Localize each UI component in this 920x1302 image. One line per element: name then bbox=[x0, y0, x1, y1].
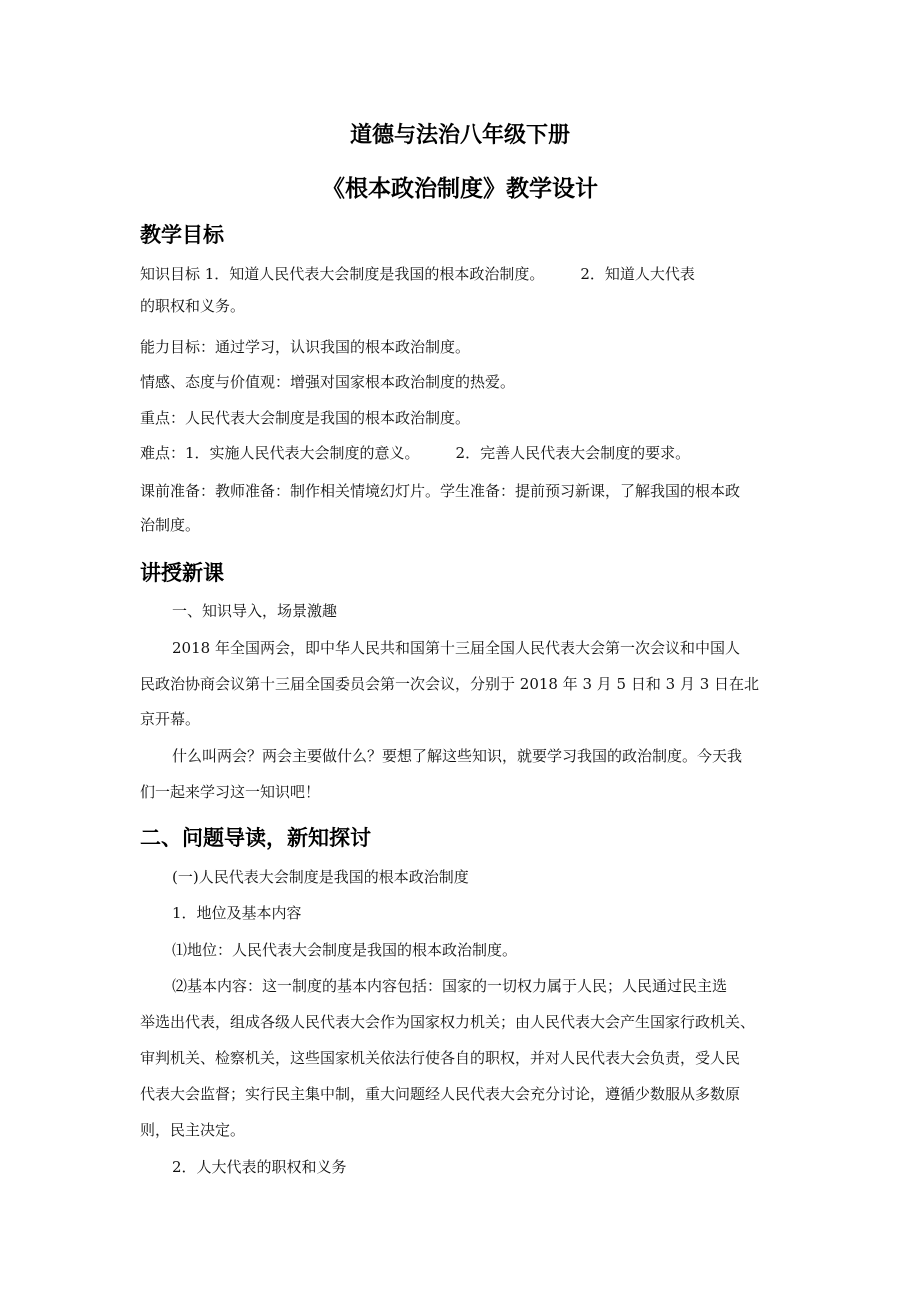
objective-knowledge bbox=[140, 264, 790, 284]
reading-item1-2-line2: 举选出代表，组成各级人民代表大会作为国家权力机关；由人民代表大会产生国家行政机关、 bbox=[140, 1013, 756, 1031]
lecture-para2-line1: 什么叫两会？两会主要做什么？要想了解这些知识，就要学习我国的政治制度。今天我 bbox=[172, 747, 743, 765]
objective-knowledge-part1: 知识目标 1．知道人民代表大会制度是我国的根本政治制度。 bbox=[140, 265, 545, 283]
lecture-intro-title: 一、知识导入，场景激趣 bbox=[172, 602, 338, 620]
reading-item1-1: ⑴地位：人民代表大会制度是我国的根本政治制度。 bbox=[172, 941, 518, 959]
section-heading-reading: 二、问题导读，新知探讨 bbox=[140, 826, 371, 850]
lecture-para2-line2: 们一起来学习这一知识吧！ bbox=[140, 783, 321, 801]
objective-knowledge-cont: 的职权和义务。 bbox=[140, 297, 246, 315]
objective-knowledge-part2: 2．知道人大代表 bbox=[580, 265, 695, 283]
lecture-para1-line2: 民政治协商会议第十三届全国委员会第一次会议，分别于 2018 年 3 月 5 日和 3 月 3 日在北 bbox=[140, 675, 760, 693]
reading-item1-2-line1: ⑵基本内容：这一制度的基本内容包括：国家的一切权力属于人民；人民通过民主选 bbox=[172, 977, 728, 995]
objective-key-point: 重点：人民代表大会制度是我国的根本政治制度。 bbox=[140, 409, 471, 427]
objective-prep-line2: 治制度。 bbox=[140, 516, 201, 534]
reading-item2: 2．人大代表的职权和义务 bbox=[172, 1158, 347, 1176]
objective-difficulty-part2: 2．完善人民代表大会制度的要求。 bbox=[455, 444, 691, 462]
reading-item1: 1．地位及基本内容 bbox=[172, 904, 302, 922]
objective-difficulty-part1: 难点：1．实施人民代表大会制度的意义。 bbox=[140, 444, 420, 462]
lecture-para1-line1: 2018 年全国两会，即中华人民共和国第十三届全国人民代表大会第一次会议和中国人 bbox=[172, 639, 740, 657]
lecture-para1-line3: 京开幕。 bbox=[140, 710, 201, 728]
reading-sub1: (一)人民代表大会制度是我国的根本政治制度 bbox=[172, 868, 469, 886]
section-heading-objectives: 教学目标 bbox=[140, 223, 224, 247]
reading-item1-2-line3: 审判机关、检察机关，这些国家机关依法行使各自的职权，并对人民代表大会负责，受人民 bbox=[140, 1049, 741, 1067]
objective-emotion: 情感、态度与价值观：增强对国家根本政治制度的热爱。 bbox=[140, 373, 516, 391]
section-heading-lecture: 讲授新课 bbox=[140, 561, 224, 585]
document-title-line2: 《根本政治制度》教学设计 bbox=[322, 176, 598, 202]
reading-item1-2-line4: 代表大会监督；实行民主集中制，重大问题经人民代表大会充分讨论，遵循少数服从多数原 bbox=[140, 1085, 741, 1103]
reading-item1-2-line5: 则，民主决定。 bbox=[140, 1121, 246, 1139]
objective-ability: 能力目标：通过学习，认识我国的根本政治制度。 bbox=[140, 338, 471, 356]
objective-difficulty bbox=[140, 443, 790, 463]
document-title-line1: 道德与法治八年级下册 bbox=[349, 123, 570, 148]
objective-prep-line1: 课前准备：教师准备：制作相关情境幻灯片。学生准备：提前预习新课，了解我国的根本政 bbox=[140, 482, 741, 500]
